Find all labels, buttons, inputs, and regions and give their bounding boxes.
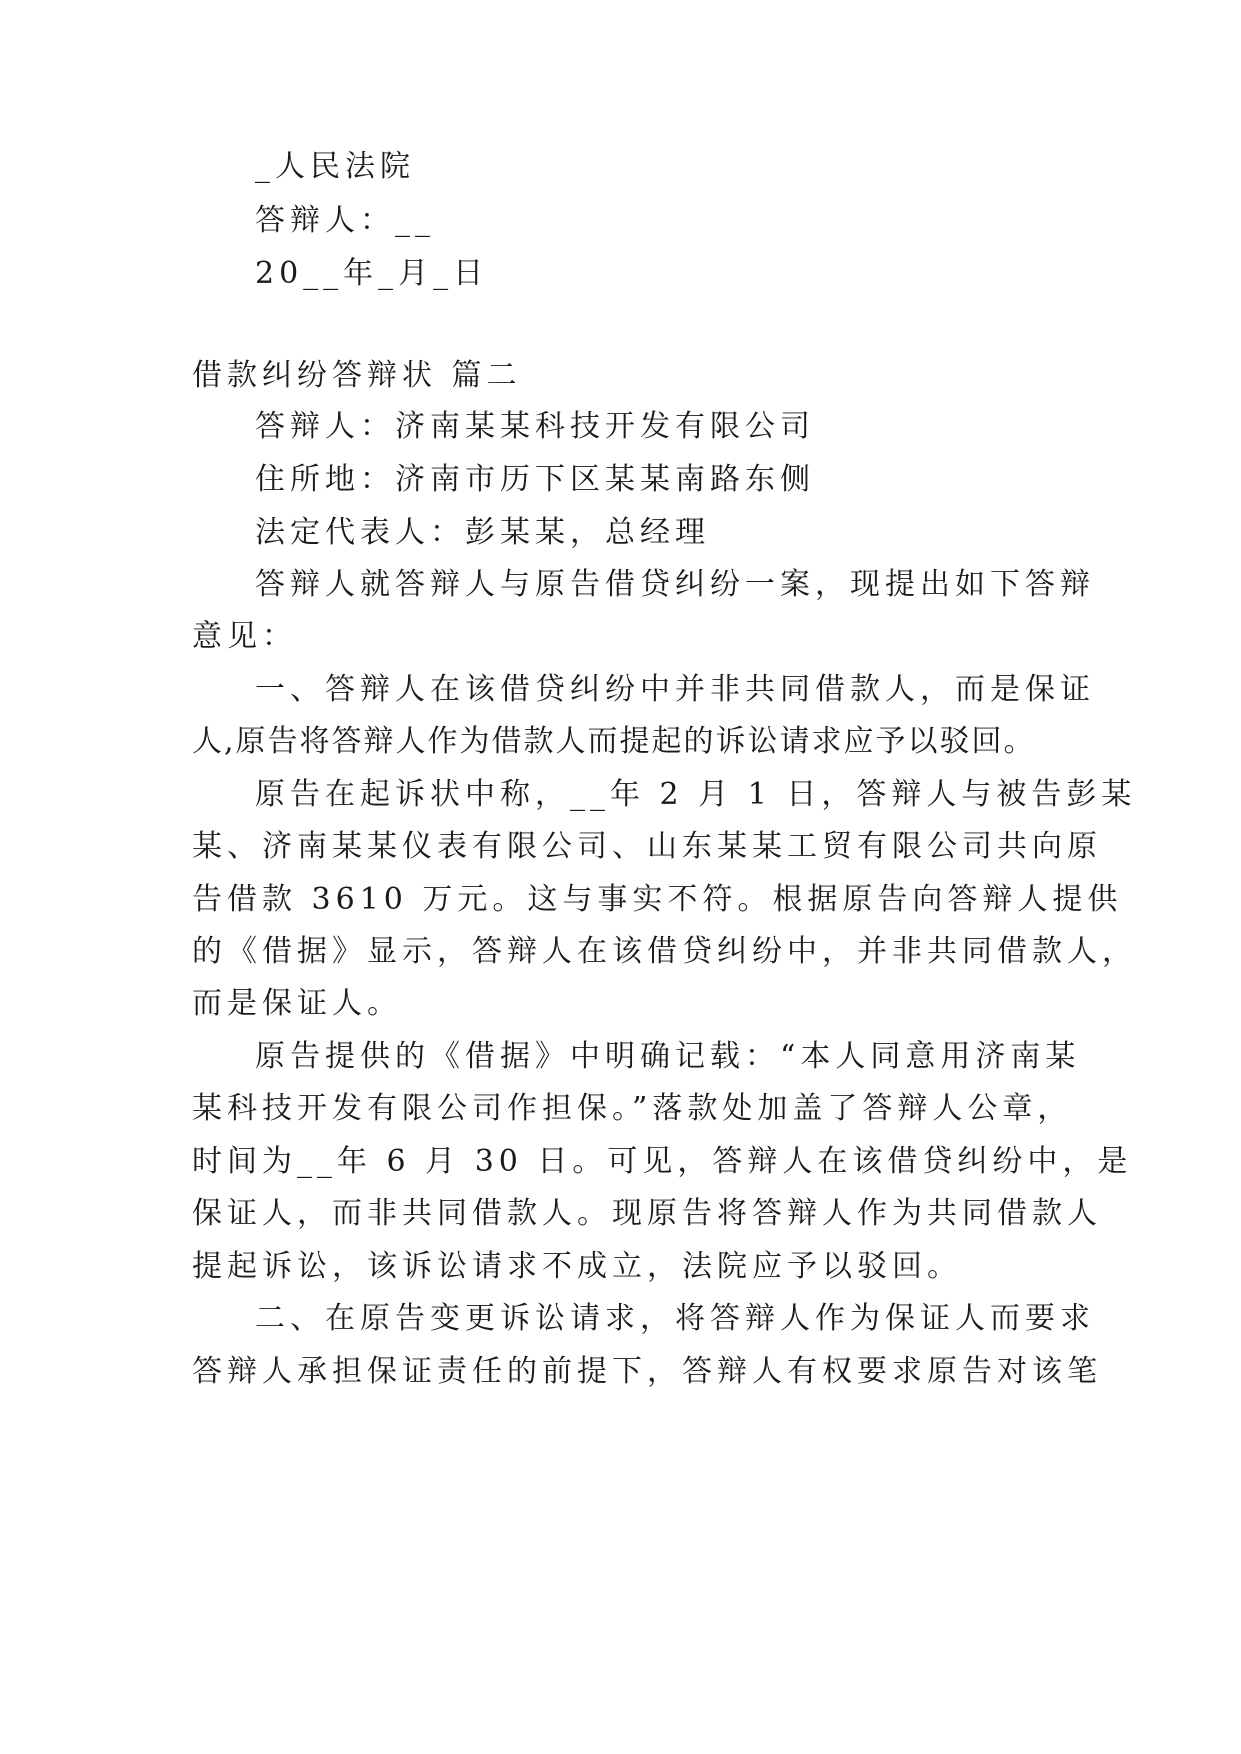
body-line: 的《借据》显示，答辩人在该借贷纠纷中，并非共同借款人， xyxy=(192,934,1137,969)
body-line: 答辩人就答辩人与原告借贷纠纷一案，现提出如下答辩 xyxy=(255,567,1095,602)
body-line: 保证人，而非共同借款人。现原告将答辩人作为共同借款人 xyxy=(192,1196,1102,1231)
body-line: 人,原告将答辩人作为借款人而提起的诉讼请求应予以驳回。 xyxy=(192,724,1036,759)
respondent-name: 答辩人：济南某某科技开发有限公司 xyxy=(255,409,815,444)
section-title: 借款纠纷答辩状 篇二 xyxy=(192,358,522,393)
body-line: 某科技开发有限公司作担保。”落款处加盖了答辩人公章， xyxy=(192,1091,1073,1126)
closing-date: 20__年_月_日 xyxy=(255,256,489,291)
legal-representative: 法定代表人：彭某某，总经理 xyxy=(255,515,710,550)
closing-respondent: 答辩人：__ xyxy=(255,203,435,238)
closing-court: _人民法院 xyxy=(255,149,415,184)
body-line: 答辩人承担保证责任的前提下，答辩人有权要求原告对该笔 xyxy=(192,1354,1102,1389)
body-line: 原告提供的《借据》中明确记载：“本人同意用济南某 xyxy=(255,1039,1081,1074)
body-line: 时间为__年 6 月 30 日。可见，答辩人在该借贷纠纷中，是 xyxy=(192,1144,1133,1179)
body-line: 告借款 3610 万元。这与事实不符。根据原告向答辩人提供 xyxy=(192,882,1123,917)
body-line: 原告在起诉状中称，__年 2 月 1 日，答辩人与被告彭某 xyxy=(255,777,1137,812)
body-line: 提起诉讼，该诉讼请求不成立，法院应予以驳回。 xyxy=(192,1249,962,1284)
body-line: 而是保证人。 xyxy=(192,986,402,1021)
body-line: 某、济南某某仪表有限公司、山东某某工贸有限公司共向原 xyxy=(192,829,1102,864)
body-line: 意见： xyxy=(192,619,297,654)
body-line: 二、在原告变更诉讼请求，将答辩人作为保证人而要求 xyxy=(255,1301,1095,1336)
respondent-address: 住所地：济南市历下区某某南路东侧 xyxy=(255,462,815,497)
body-line: 一、答辩人在该借贷纠纷中并非共同借款人，而是保证 xyxy=(255,672,1095,707)
